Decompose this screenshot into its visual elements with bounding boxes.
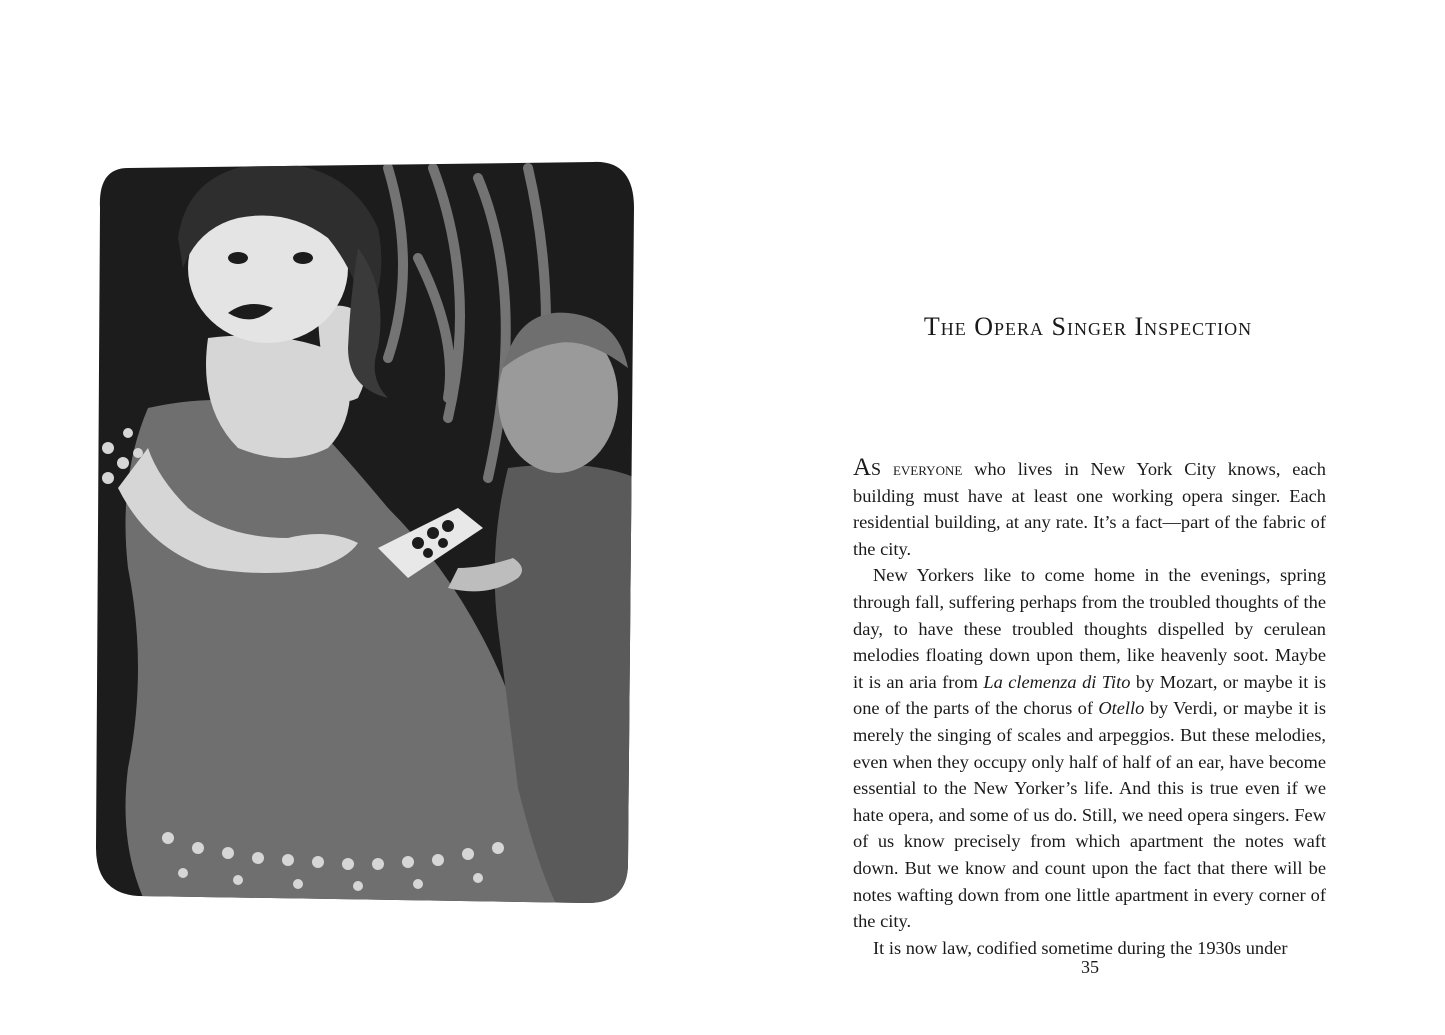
paragraph-3: It is now law, codified sometime during the 1930s under: [873, 937, 1288, 958]
paragraph-2-text-a: New Yorkers like to come home in the evenings, spring through fall, suffering perhaps from the troubled thoughts of the day, to have these troubled thoughts dispelled by cerulean melodies floating down upon them, like heavenly soot. Maybe it is an aria from: [853, 565, 1326, 692]
illustration: [88, 148, 636, 908]
page-number: 35: [1081, 957, 1099, 977]
body-text: [853, 455, 1326, 961]
paragraph-2: [853, 562, 1326, 934]
opening-caps: everyone: [881, 459, 963, 479]
paragraph-2-text-b: by Mozart, or maybe it is one of the parts of the chorus of: [853, 671, 1327, 719]
paragraph-1: [853, 455, 1326, 562]
paragraph-1-text: who lives in New York City knows, each building must have at least one working opera singer. Each residential building, at any rate. It’s a fact—part of the fabric of the city.: [853, 459, 1326, 559]
left-eye: [228, 252, 248, 264]
italic-title-1: La clemenza di Tito: [983, 671, 1131, 692]
italic-title-2: Otello: [1098, 698, 1145, 719]
right-eye: [293, 252, 313, 264]
opening-word: As: [853, 454, 882, 481]
chapter-title: The Opera Singer Inspection: [923, 312, 1253, 341]
opera-singer-illustration: [88, 148, 636, 908]
paragraph-2-text-c: by Verdi, or maybe it is merely the singing of scales and arpeggios. But these melodies, even when they occupy only half of half of an ear, have become essential to the New Yorker’s life. And this is true even if we hate opera, and some of us do. Still, we need opera singers. Few of us know precisely from which apartment the notes waft down. But we know and count upon the fact that there will be notes wafting down from one little apartment in every corner of the city.: [853, 698, 1326, 932]
